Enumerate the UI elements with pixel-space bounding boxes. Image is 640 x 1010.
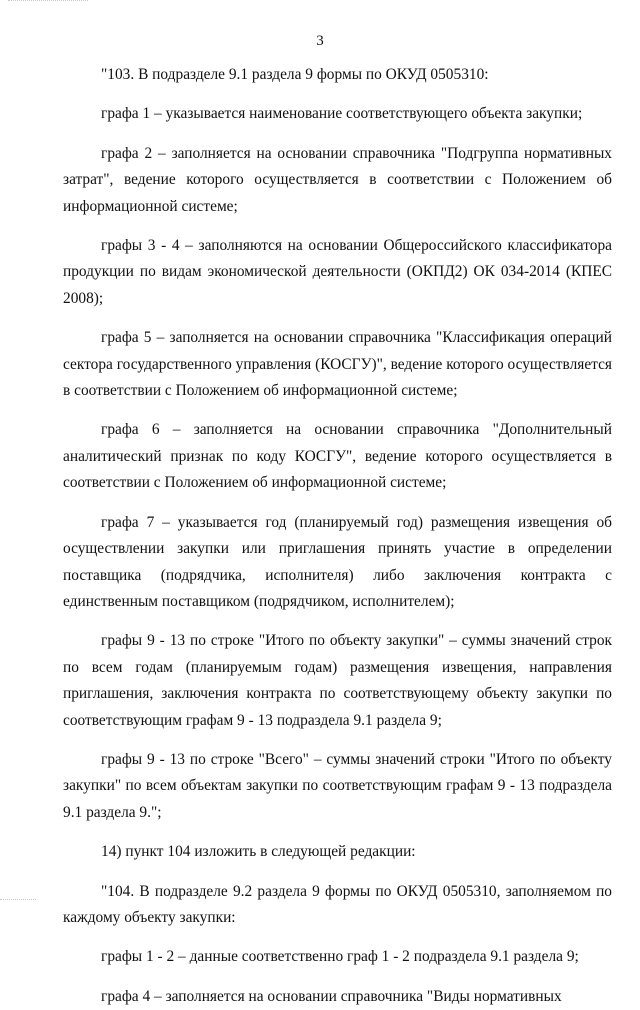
- paragraph-columns-3-4: графы 3 - 4 – заполняются на основании Общероссийского классификатора продукции по видам экономической деятельности (ОКПД2) ОК 034-2014 (КПЕС 2008);: [63, 237, 612, 307]
- paragraph-103-intro: "103. В подразделе 9.1 раздела 9 формы по ОКУД 0505310:: [101, 66, 489, 83]
- document-body: [63, 62, 612, 1010]
- paragraph-columns-1-2: графы 1 - 2 – данные соответственно граф 1 - 2 подраздела 9.1 раздела 9;: [101, 948, 579, 966]
- scan-edge-mark-bottom: [0, 899, 36, 903]
- paragraph-column-7: графа 7 – указывается год (планируемый год) размещения извещения об осуществлении закупки или приглашения принять участие в определении поставщика (подрядчика, исполнителя) либо заключения контракта с единственным поставщиком (подрядчиком, исполнителем);: [63, 513, 612, 610]
- paragraph-column-2: графа 2 – заполняется на основании справочника "Подгруппа нормативных затрат", ведение которого осуществляется в соответствии с Положением об информационной системе;: [63, 144, 612, 215]
- paragraph-column-4: графа 4 – заполняется на основании справочника "Виды нормативных: [101, 987, 562, 1005]
- paragraph-column-1: графа 1 – указывается наименование соответствующего объекта закупки;: [101, 105, 583, 123]
- paragraph-item-14: 14) пункт 104 изложить в следующей редакции:: [101, 843, 416, 861]
- page-number: 3: [316, 33, 324, 49]
- scan-edge-mark: [8, 0, 88, 4]
- paragraph-columns-9-13-object: графы 9 - 13 по строке "Итого по объекту закупки" – суммы значений строк по всем годам (планируемым годам) размещения извещения, направления приглашения, заключения контракта по соответствующему объекту закупки по соответствующим графам 9 - 13 подраздела 9.1 раздела 9;: [63, 632, 612, 729]
- paragraph-column-6: графа 6 – заполняется на основании справочника "Дополнительный аналитический признак по коду КОСГУ", ведение которого осуществляется в соответствии с Положением об информационной системе;: [63, 421, 612, 492]
- paragraph-column-5: графа 5 – заполняется на основании справочника "Классификация операций сектора государственного управления (КОСГУ)", ведение которого осуществляется в соответствии с Положением об информационной системе;: [63, 329, 612, 400]
- paragraph-columns-9-13-total: графы 9 - 13 по строке "Всего" – суммы значений строки "Итого по объекту закупки" по всем объектам закупки по соответствующим графам 9 - 13 подраздела 9.1 раздела 9.";: [63, 750, 612, 821]
- paragraph-104-intro: "104. В подразделе 9.2 раздела 9 формы по ОКУД 0505310, заполняемом по каждому объекту закупки:: [63, 882, 612, 926]
